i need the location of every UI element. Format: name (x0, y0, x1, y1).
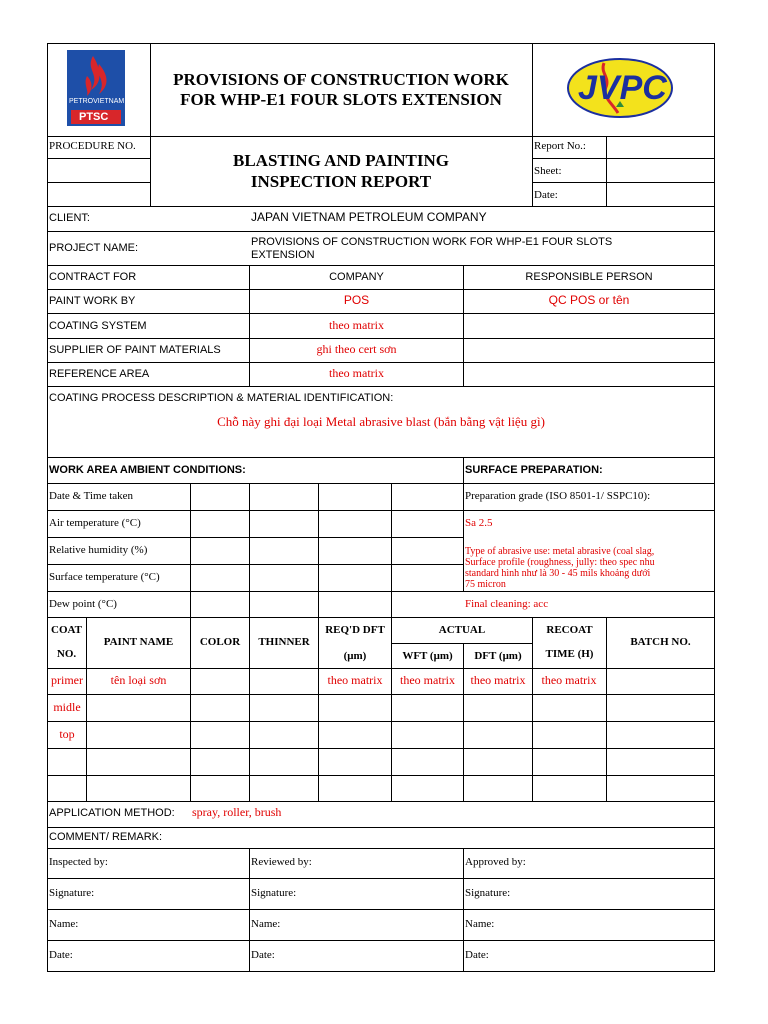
coating-system-value: theo matrix (329, 318, 384, 332)
rule (47, 748, 715, 749)
signature-label: Signature: (49, 887, 95, 899)
rule (47, 591, 715, 592)
company-header: COMPANY (329, 271, 384, 283)
actual-header: ACTUAL (438, 624, 486, 636)
surface-prep-header: SURFACE PREPARATION: (465, 464, 603, 476)
report-no-label: Report No.: (534, 140, 586, 152)
divider (318, 483, 319, 617)
rule-top (47, 43, 715, 44)
application-method-value: spray, roller, brush (192, 805, 282, 819)
paint-name-value: tên loại sơn (110, 673, 167, 687)
rule (47, 564, 464, 565)
approved-by-label: Approved by: (465, 856, 526, 868)
recoat-value: theo matrix (541, 674, 597, 687)
divider (463, 457, 464, 591)
divider (318, 617, 319, 801)
project-title-line1: PROVISIONS OF CONSTRUCTION WORK (173, 70, 509, 89)
procedure-label: PROCEDURE NO. (49, 140, 136, 152)
divider (463, 848, 464, 971)
rule (47, 940, 715, 941)
rule (47, 617, 715, 618)
rule (47, 510, 715, 511)
rule (47, 182, 150, 183)
name-label: Name: (49, 918, 79, 930)
jvpc-logo (566, 57, 674, 119)
coat-row-name: top (59, 727, 75, 741)
sheet-label: Sheet: (534, 165, 562, 177)
rule (47, 136, 715, 137)
abrasive-line3: standard hình như là 30 - 45 mils khoảng dưới (465, 568, 651, 579)
coat-header: COAT (51, 624, 82, 636)
rule (47, 801, 715, 802)
rule (47, 338, 715, 339)
reqd-dft-unit: (μm) (343, 650, 367, 662)
project-name-label: PROJECT NAME: (49, 242, 139, 254)
rule (47, 775, 715, 776)
paint-work-company: POS (343, 293, 370, 307)
project-name-value-line1: PROVISIONS OF CONSTRUCTION WORK FOR WHP-E1 FOUR SLOTS (251, 236, 613, 248)
recoat-header: RECOAT (546, 624, 593, 636)
project-name-value-line2: EXTENSION (251, 249, 315, 261)
responsible-person-header: RESPONSIBLE PERSON (525, 271, 653, 283)
divider (249, 483, 250, 617)
preparation-grade-label: Preparation grade (ISO 8501-1/ SSPC10): (465, 490, 651, 502)
rule (532, 182, 715, 183)
rule (47, 878, 715, 879)
coating-process-label: COATING PROCESS DESCRIPTION & MATERIAL IDENTIFICATION: (49, 392, 394, 404)
rule (47, 694, 715, 695)
coat-no-header: NO. (56, 648, 77, 660)
divider (463, 643, 464, 801)
divider (532, 617, 533, 801)
name-label: Name: (465, 918, 495, 930)
rule (47, 909, 715, 910)
rule (47, 265, 715, 266)
abrasive-line2: Surface profile (roughness, jully: theo spec nhu (465, 557, 655, 568)
rule-bottom (47, 971, 715, 972)
contract-for-label: CONTRACT FOR (49, 271, 137, 283)
dft-value: theo matrix (470, 674, 526, 687)
supplier-label: SUPPLIER OF PAINT MATERIALS (49, 344, 221, 356)
client-value: JAPAN VIETNAM PETROLEUM COMPANY (251, 210, 487, 224)
date-label: Date: (49, 949, 73, 961)
inspected-by-label: Inspected by: (49, 856, 108, 868)
rule (47, 668, 715, 669)
rule (47, 386, 715, 387)
rule (47, 289, 715, 290)
rule (391, 643, 533, 644)
ambient-row-label: Air temperature (°C) (49, 517, 141, 529)
divider (532, 43, 533, 207)
date-label: Date: (465, 949, 489, 961)
comment-label: COMMENT/ REMARK: (49, 831, 163, 843)
reference-area-value: theo matrix (329, 366, 384, 380)
ambient-row-label: Date & Time taken (49, 490, 134, 502)
ambient-row-label: Surface temperature (°C) (49, 571, 160, 583)
divider (391, 483, 392, 617)
ambient-row-label: Relative humidity (%) (49, 544, 148, 556)
divider (391, 617, 392, 801)
paint-work-person: QC POS or tên (548, 293, 630, 307)
petrovietnam-ptsc-logo (65, 50, 130, 128)
supplier-value: ghi theo cert sơn (316, 342, 397, 356)
coating-system-label: COATING SYSTEM (49, 320, 147, 332)
wft-value: theo matrix (400, 674, 455, 687)
rule (47, 848, 715, 849)
abrasive-line4: 75 micron (465, 579, 506, 590)
project-title-line2: FOR WHP-E1 FOUR SLOTS EXTENSION (180, 90, 502, 109)
rule (47, 457, 715, 458)
report-title-line1: BLASTING AND PAINTING (232, 151, 449, 170)
date-label: Date: (251, 949, 275, 961)
final-cleaning: Final cleaning: acc (465, 598, 549, 610)
color-header: COLOR (199, 636, 241, 648)
rule (47, 483, 715, 484)
preparation-grade-value: Sa 2.5 (465, 517, 493, 529)
abrasive-line1: Type of abrasive use: metal abrasive (coal slag, (465, 546, 655, 557)
rule (47, 206, 715, 207)
thinner-header: THINNER (258, 636, 310, 648)
ambient-header: WORK AREA AMBIENT CONDITIONS: (49, 464, 246, 476)
rule (47, 362, 715, 363)
reqd-dft-value: theo matrix (327, 674, 383, 687)
batch-no-header: BATCH NO. (630, 636, 691, 648)
reqd-dft-header: REQ'D DFT (325, 624, 385, 636)
date-label: Date: (534, 189, 558, 201)
rule (47, 231, 715, 232)
rule (47, 537, 464, 538)
rule (47, 827, 715, 828)
divider (190, 483, 191, 617)
client-label: CLIENT: (49, 212, 90, 224)
report-title-line2: INSPECTION REPORT (250, 172, 432, 191)
coat-row-name: midle (53, 700, 81, 714)
divider (606, 136, 607, 207)
signature-label: Signature: (465, 887, 511, 899)
rule (532, 158, 715, 159)
rule (47, 313, 715, 314)
application-method-label: APPLICATION METHOD: (49, 807, 175, 819)
signature-label: Signature: (251, 887, 297, 899)
rule (47, 721, 715, 722)
rule (47, 158, 150, 159)
coating-process-value: Chỗ này ghi đại loại Metal abrasive blast (bắn bằng vật liệu gì) (217, 414, 545, 429)
reviewed-by-label: Reviewed by: (251, 856, 312, 868)
paint-work-by-label: PAINT WORK BY (49, 295, 136, 307)
dft-header: DFT (μm) (474, 650, 522, 662)
recoat-time-header: TIME (H) (545, 648, 594, 660)
divider (249, 848, 250, 971)
jvpc-text: JVPC (578, 69, 667, 107)
petrovietnam-text: PETROVIETNAM (69, 98, 125, 105)
wft-header: WFT (μm) (402, 650, 453, 662)
ambient-row-label: Dew point (°C) (49, 598, 117, 610)
coat-row-name: primer (51, 674, 83, 687)
name-label: Name: (251, 918, 281, 930)
paint-name-header: PAINT NAME (103, 636, 174, 648)
ptsc-text: PTSC (79, 111, 109, 123)
reference-area-label: REFERENCE AREA (49, 368, 150, 380)
